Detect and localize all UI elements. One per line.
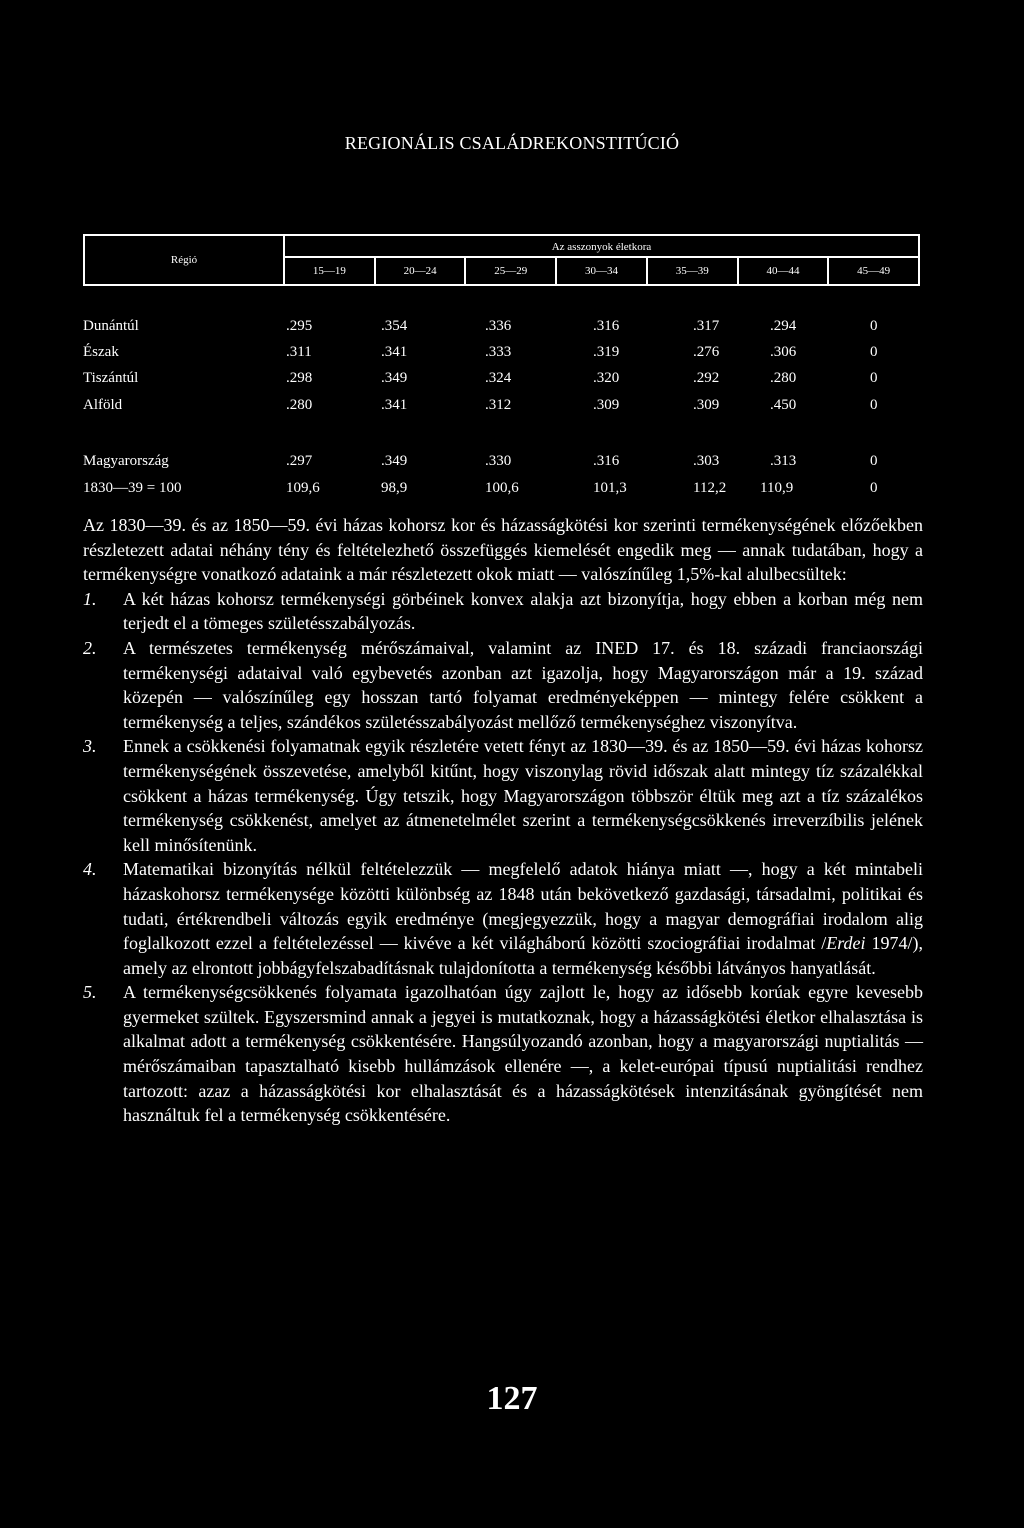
age-col-header: 25—29 — [466, 258, 557, 284]
intro-paragraph: Az 1830—39. és az 1850—59. évi házas kohorsz kor és házasságkötési kor szerinti termékenységének előzőekben részletezett adatai néhány tény és feltételezhető összefüggés kiemelését engedik meg — annak tudatában, hogy a termékenységre vonatkozó adataink a már részletezett okok miatt — valószínűleg 1,5%-kal alulbecsültek: — [83, 515, 923, 585]
cell: .336 — [485, 318, 512, 334]
cell: .349 — [381, 370, 408, 386]
row-label: Magyarország — [83, 453, 169, 469]
cell: .317 — [693, 318, 720, 334]
cell: .320 — [593, 370, 620, 386]
region-column-header: Régió — [85, 236, 285, 284]
author-name: Erdei — [826, 933, 866, 954]
page-number: 127 — [486, 1380, 538, 1417]
table-row — [0, 397, 1024, 421]
row-label: Alföld — [83, 397, 123, 413]
age-col-header: 35—39 — [648, 258, 739, 284]
item-number: 2. — [83, 637, 97, 658]
cell: .333 — [485, 344, 512, 360]
table-header — [83, 234, 920, 286]
cell: 98,9 — [381, 480, 408, 496]
cell: 112,2 — [693, 480, 727, 496]
running-header: REGIONÁLIS CSALÁDREKONSTITÚCIÓ — [344, 133, 680, 153]
list-item — [83, 734, 923, 857]
cell: .330 — [485, 453, 512, 469]
cell: .316 — [593, 318, 620, 334]
list-item — [83, 636, 923, 734]
cell: 0 — [870, 480, 878, 496]
cell: 0 — [870, 397, 878, 413]
cell: .319 — [593, 344, 620, 360]
cell: .309 — [693, 397, 720, 413]
cell: .294 — [770, 318, 797, 334]
table-row — [0, 453, 1024, 477]
item-text: A két házas kohorsz termékenységi görbéinek konvex alakja azt bizonyítja, hogy ebben a korban még nem terjedt el a tömeges születésszabályozás. — [123, 588, 923, 634]
table-row — [0, 480, 1024, 504]
cell: .311 — [286, 344, 312, 360]
item-number: 4. — [83, 859, 97, 880]
age-col-header: 45—49 — [857, 265, 891, 277]
list-item — [83, 587, 923, 636]
cell: .316 — [593, 453, 620, 469]
item-number: 3. — [83, 736, 97, 757]
cell: 101,3 — [593, 480, 627, 496]
cell: .280 — [770, 370, 797, 386]
item-number: 5. — [83, 982, 97, 1003]
cell: .303 — [693, 453, 720, 469]
table-row — [0, 344, 1024, 368]
list-item — [83, 980, 923, 1128]
cell: .354 — [381, 318, 408, 334]
item-text: Ennek a csökkenési folyamatnak egyik részletére vetett fényt az 1830—39. és az 1850—59. évi házas kohorsz termékenységének összevetése, amelyből kitűnt, hogy viszonylag rövid időszak alatt mintegy tíz százalékkal csökkent a házas termékenység. Úgy tetszik, hogy Magyarországon többször éltük meg azt a tíz százalékos termékenység csökkenést, amelyet az átmenetelmélet szerint a termékenységcsökkenés irreverzíbilis jelének kell minősítenünk. — [123, 736, 923, 855]
cell: .349 — [381, 453, 408, 469]
cell: .295 — [286, 318, 313, 334]
cell: 109,6 — [286, 480, 320, 496]
cell: .313 — [770, 453, 797, 469]
cell: .298 — [286, 370, 313, 386]
cell: .306 — [770, 344, 797, 360]
cell: .341 — [381, 397, 408, 413]
cell: 0 — [870, 370, 878, 386]
list-item — [83, 857, 923, 980]
row-label: Dunántúl — [83, 318, 139, 334]
table-row — [0, 370, 1024, 394]
cell: .324 — [485, 370, 512, 386]
cell: 0 — [870, 344, 878, 360]
cell: .309 — [593, 397, 620, 413]
cell: .276 — [693, 344, 720, 360]
age-col-header: 40—44 — [739, 258, 830, 284]
cell: .292 — [693, 370, 720, 386]
cell: .450 — [770, 397, 797, 413]
cell: .297 — [286, 453, 313, 469]
item-text: A természetes termékenység mérőszámaival, valamint az INED 17. és 18. századi franciaországi termékenységi adataival való egybevetés azonban azt igazolja, hogy Magyarországon már a 19. század közepén — valószínűleg egy hosszan tartó folyamat eredményeképpen — mintegy felére csökkent a termékenység a teljes, szándékos születésszabályozást mellőző termékenységhez viszonyítva. — [123, 637, 923, 732]
cell: 0 — [870, 318, 878, 334]
item-text-before: Matematikai bizonyítás nélkül feltételezzük — megfelelő adatok hiánya miatt —, hogy a két mintabeli házaskohorsz termékenysége közötti különbség az 1848 után bekövetkező gazdasági, társadalmi, politikai és tudati, értékrendbeli változás egyik eredménye (megjegyezzük, hogy a magyar demográfiai irodalom alig foglalkozott ezzel a feltételezéssel — kivéve a két világháború közötti szociográfiai irodalmat / — [123, 859, 923, 954]
item-text-after: 1974/), amely az elrontott jobbágyfelszabadításnak tulajdonította a termékenység későbbi látványos hanyatlását. — [123, 933, 923, 978]
age-col-header: 30—34 — [557, 258, 648, 284]
cell: .280 — [286, 397, 313, 413]
row-label: 1830—39 = 100 — [83, 480, 182, 496]
age-group-header: Az asszonyok életkora — [285, 236, 918, 258]
cell: 110,9 — [760, 480, 794, 496]
age-col-header: 20—24 — [376, 258, 467, 284]
age-col-header: 15—19 — [285, 258, 376, 284]
cell: 100,6 — [485, 480, 519, 496]
item-number: 1. — [83, 588, 97, 609]
age-columns — [285, 258, 918, 284]
row-label: Tiszántúl — [83, 370, 139, 386]
body-text — [83, 513, 923, 1128]
row-label: Észak — [83, 344, 119, 360]
table-row — [0, 318, 1024, 342]
item-text: A termékenységcsökkenés folyamata igazolhatóan úgy zajlott le, hogy az idősebb korúak egyre kevesebb gyermeket szültek. Egyszersmind annak a jegyei is mutatkoznak, hogy a házasságkötési életkor elhalasztása is alkalmat adott a termékenység csökkentésére. Hangsúlyozandó azonban, hogy a magyarországi nuptialitás — mérőszámaiban tapasztalható kisebb hullámzások ellenére —, a kelet-európai típusú nuptialitási rendhez tartozott: azaz a házasságkötési kor elhalasztását és a házasságkötések intenzitásának gyöngítését nem használtuk fel a termékenység csökkentésére. — [123, 982, 923, 1126]
cell: .341 — [381, 344, 408, 360]
cell: .312 — [485, 397, 512, 413]
cell: 0 — [870, 453, 878, 469]
